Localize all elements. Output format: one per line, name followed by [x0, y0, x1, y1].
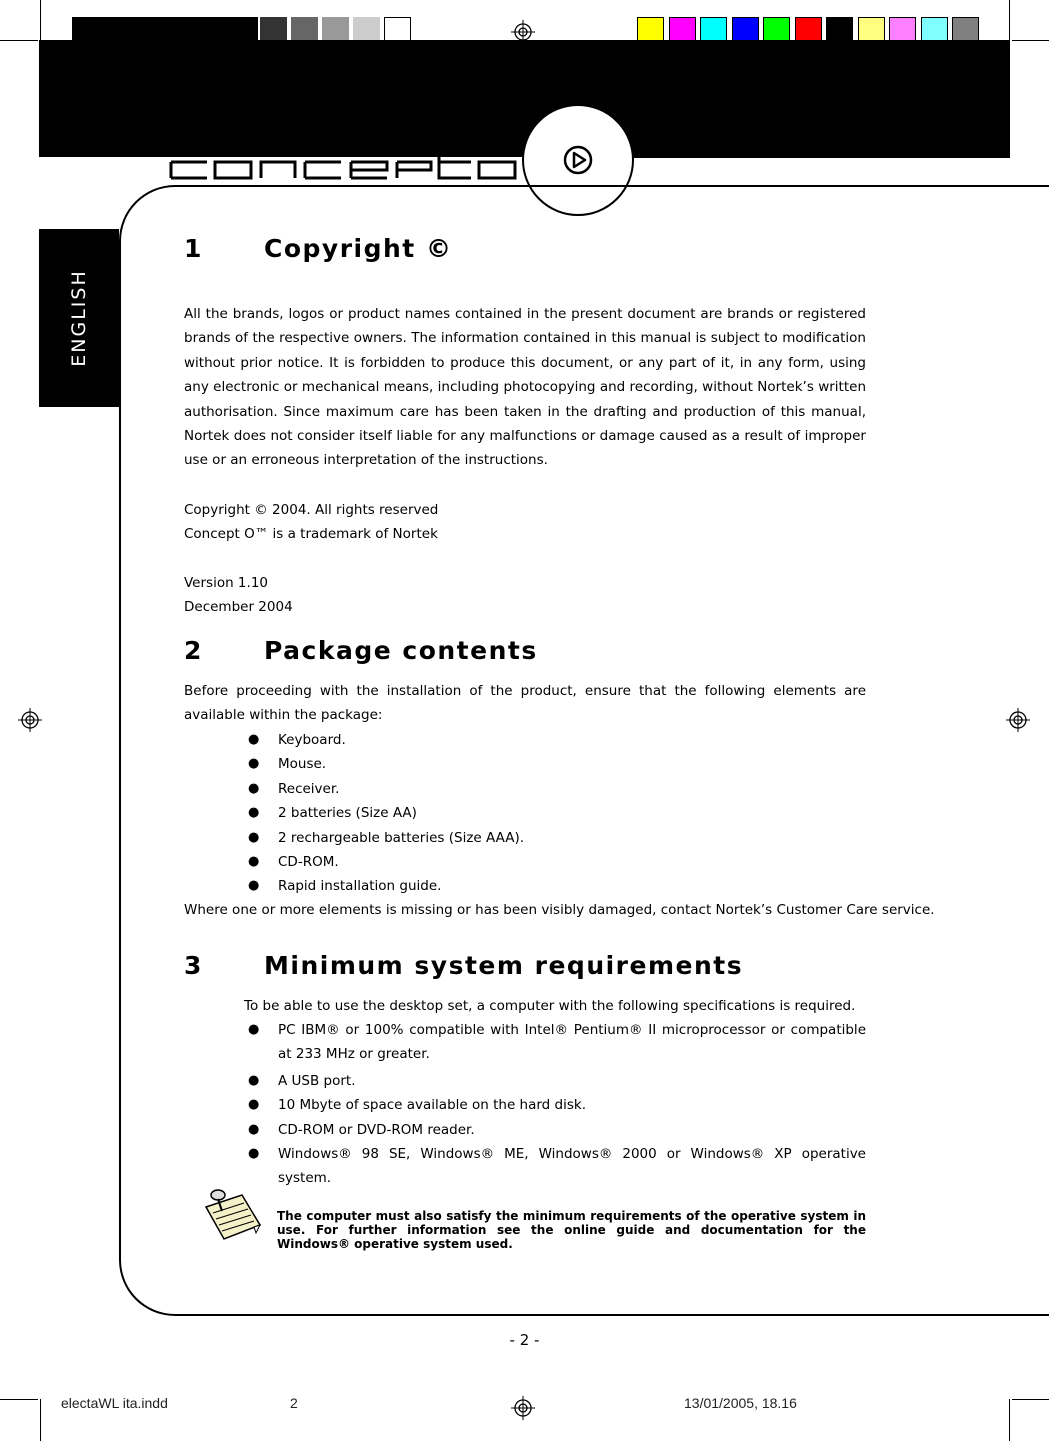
concepto-logo — [39, 120, 539, 190]
play-icon — [562, 144, 594, 176]
header-bar-right — [634, 150, 1010, 158]
list-item: ● 2 batteries (Size AA) — [248, 805, 417, 822]
crop-mark — [40, 1399, 41, 1441]
crop-mark — [40, 0, 41, 42]
list-item: ● 2 rechargeable batteries (Size AAA). — [248, 829, 525, 846]
list-item: ● Windows® 98 SE, Windows® ME, Windows® 2000 or Windows® XP operative system. — [248, 1146, 866, 1187]
registration-mark-icon — [18, 708, 42, 732]
list-item: ● Receiver. — [248, 780, 340, 797]
trademark-line: Concept O™ is a trademark of Nortek — [184, 526, 438, 542]
section-number: 3 — [184, 951, 203, 980]
section-number: 1 — [184, 234, 203, 263]
copyright-rights: Copyright © 2004. All rights reserved — [184, 502, 439, 518]
section-number: 2 — [184, 636, 203, 665]
slug-page: 2 — [290, 1395, 298, 1411]
requirements-intro: To be able to use the desktop set, a computer with the following specifications is required. — [244, 998, 856, 1014]
section-title: Minimum system requirements — [264, 951, 744, 980]
crop-mark — [1012, 1399, 1049, 1400]
note-text: The computer must also satisfy the minimum requirements of the operative system in use. For further information see the online guide and documentation for the Windows® operative system used. — [277, 1209, 866, 1251]
date-line: December 2004 — [184, 599, 293, 615]
requirements-list — [244, 1018, 866, 1191]
section-title: Package contents — [264, 636, 538, 665]
list-item: ● CD-ROM or DVD-ROM reader. — [248, 1121, 475, 1138]
language-tab-label: ENGLISH — [68, 269, 90, 367]
section-title: Copyright © — [264, 234, 453, 263]
package-list — [244, 728, 866, 899]
list-item: ● CD-ROM. — [248, 854, 339, 871]
list-item: ● PC IBM® or 100% compatible with Intel® Pentium® II microprocessor or compatible at 233 MHz or greater. — [248, 1022, 866, 1063]
registration-mark-icon — [511, 1396, 535, 1420]
logo-label: concepto — [200, 190, 205, 191]
slug-timestamp: 13/01/2005, 18.16 — [684, 1395, 797, 1411]
crop-mark — [0, 40, 38, 41]
crop-mark — [1009, 1399, 1010, 1441]
list-item: ● Mouse. — [248, 756, 327, 773]
slug-filename: electaWL ita.indd — [61, 1395, 168, 1411]
page-number: - 2 - — [509, 1331, 540, 1349]
crop-mark — [1009, 0, 1010, 42]
list-item: ● A USB port. — [248, 1072, 356, 1089]
list-item: ● 10 Mbyte of space available on the hard disk. — [248, 1097, 587, 1114]
package-intro: Before proceeding with the installation of the product, ensure that the following elements are available within the package: — [184, 683, 866, 724]
copyright-paragraph: All the brands, logos or product names contained in the present document are brands or registered brands of the respective owners. The information contained in this manual is subject to modification without prior notice. It is forbidden to produce this document, or any part of it, in any form, using any electronic or mechanical means, including photocopying and recording, without Nortek’s written authorisation. Since maximum care has been taken in the drafting and production of this manual, Nortek does not consider itself liable for any malfunctions or damage caused as a result of improper use or an erroneous interpretation of the instructions. — [184, 306, 866, 469]
list-item: ● Rapid installation guide. — [248, 878, 442, 895]
crop-mark — [0, 1399, 38, 1400]
package-footer: Where one or more elements is missing or has been visibly damaged, contact Nortek’s Customer Care service. — [184, 902, 935, 918]
list-item: ● Keyboard. — [248, 732, 346, 748]
note-icon — [198, 1185, 270, 1247]
crop-mark — [1012, 40, 1049, 41]
version-line: Version 1.10 — [184, 575, 268, 591]
